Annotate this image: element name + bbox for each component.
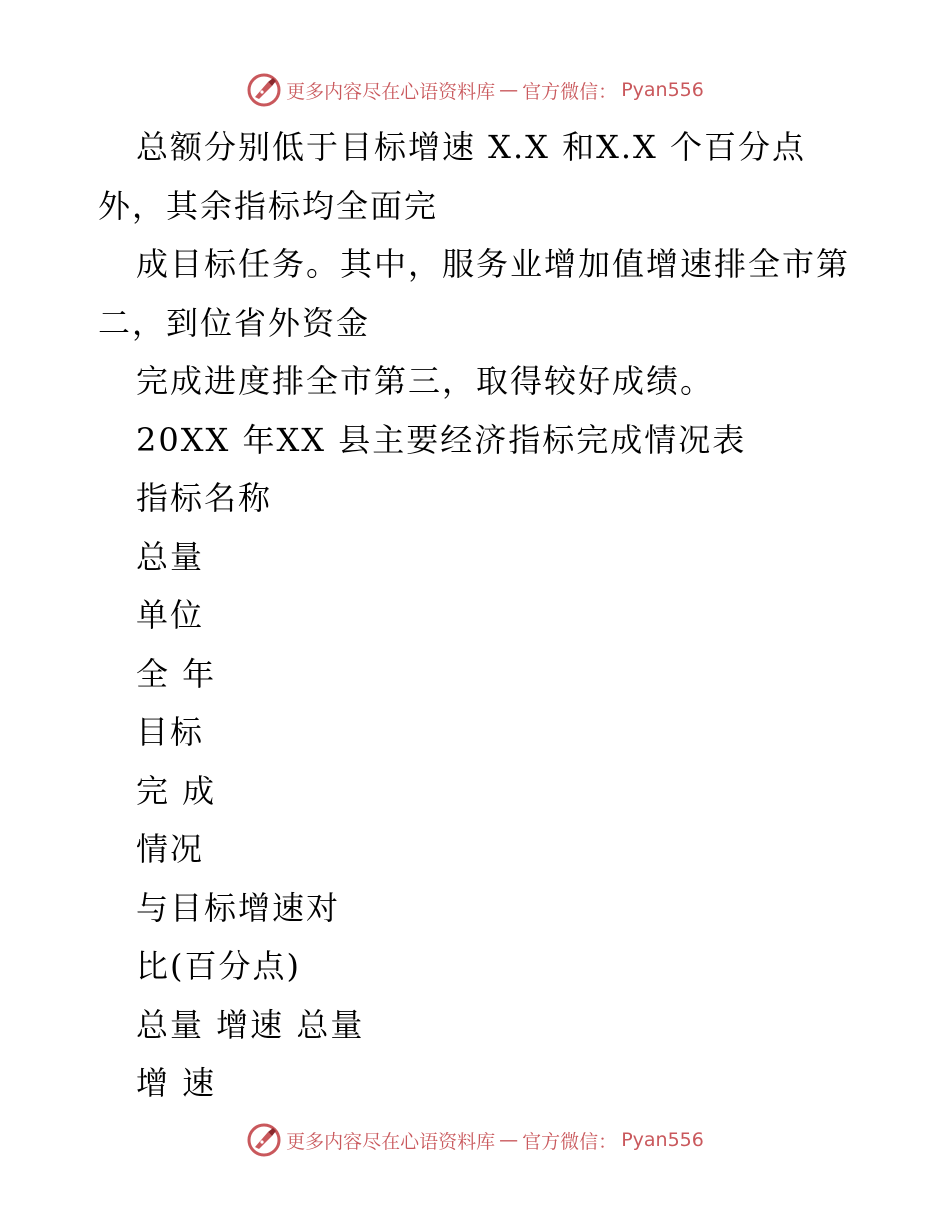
text-line: 总量 — [136, 537, 205, 576]
watermark-text: 更多内容尽在心语资料库 — [286, 1130, 496, 1153]
footer-watermark — [0, 1120, 950, 1160]
text-line: 成目标任务。其中，服务业增加值增速排全市第 — [136, 245, 851, 283]
text-line: 外，其余指标均全面完 — [98, 186, 439, 225]
watermark-wechat-id: Pyan556 — [621, 1129, 704, 1151]
text-line: 完成进度排全市第三，取得较好成绩。 — [136, 362, 715, 400]
watermark-text: 更多内容尽在心语资料库 — [286, 80, 496, 103]
watermark-separator: — — [499, 79, 519, 101]
text-line: 情况 — [136, 830, 205, 868]
pen-nib-logo-icon — [246, 72, 282, 108]
text-line: 总量 增速 总量 — [136, 1005, 365, 1044]
watermark-wechat-id: Pyan556 — [621, 79, 704, 101]
text-line: 比(百分点) — [136, 947, 301, 985]
text-line: 单位 — [136, 596, 205, 634]
pen-nib-logo-icon — [246, 1122, 282, 1158]
watermark-official-label: 官方微信： — [522, 1130, 618, 1153]
text-line: 全 年 — [136, 654, 217, 693]
text-line: 增 速 — [136, 1064, 217, 1102]
text-line: 与目标增速对 — [136, 888, 341, 927]
text-line: 二，到位省外资金 — [98, 303, 371, 342]
text-line: 指标名称 — [136, 479, 273, 517]
document-body — [0, 118, 950, 1113]
header-watermark — [0, 70, 950, 110]
watermark-separator: — — [499, 1129, 519, 1151]
text-line: 完 成 — [136, 771, 217, 810]
text-line: 总额分别低于目标增速 X.X 和X.X 个百分点 — [136, 128, 806, 166]
text-line: 目标 — [136, 713, 205, 751]
table-title: 20XX 年XX 县主要经济指标完成情况表 — [136, 420, 747, 459]
watermark-official-label: 官方微信： — [522, 80, 618, 103]
